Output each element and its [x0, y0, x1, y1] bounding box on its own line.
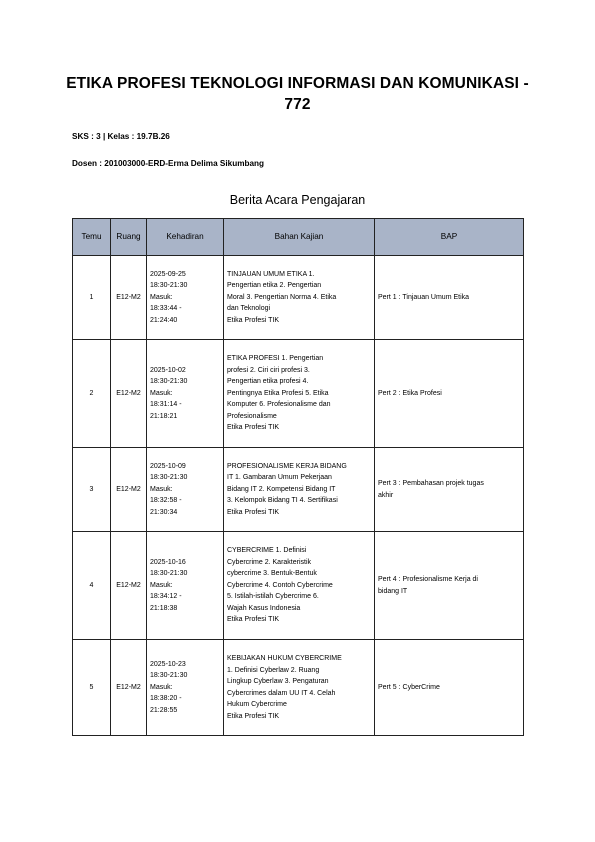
kehadiran-date: 2025-10-02 — [150, 366, 186, 374]
mata-kuliah: Etika Profesi TIK — [227, 616, 280, 624]
bap-line: akhir — [378, 491, 394, 499]
table-row — [73, 640, 524, 736]
bap-cell — [375, 640, 524, 736]
bap-cell — [375, 448, 524, 532]
table-row — [73, 532, 524, 640]
bahan-kajian-cell — [224, 532, 375, 640]
kehadiran-cell — [147, 448, 224, 532]
bahan-line: CYBERCRIME 1. Definisi — [227, 547, 307, 555]
bahan-line: Cybercrime 2. Karakteristik — [227, 558, 312, 566]
kehadiran-label: Masuk: — [150, 389, 173, 397]
course-title — [60, 73, 535, 115]
kehadiran-cell — [147, 532, 224, 640]
bahan-kajian-cell — [224, 448, 375, 532]
kehadiran-cell — [147, 640, 224, 736]
bahan-line: ETIKA PROFESI 1. Pengertian — [227, 355, 324, 363]
bap-line: Pert 3 : Pembahasan projek tugas — [378, 480, 484, 487]
kehadiran-schedule: 18:30-21:30 — [150, 474, 188, 482]
kehadiran-schedule: 18:30-21:30 — [150, 672, 188, 680]
kehadiran-schedule: 18:30-21:30 — [150, 282, 188, 290]
bahan-line: dan Teknologi — [227, 305, 271, 313]
dosen-info: Dosen : 201003000-ERD-Erma Delima Sikumbang — [72, 159, 265, 168]
header-bap: BAP — [375, 219, 524, 256]
bahan-line: Hukum Cybercrime — [227, 701, 287, 708]
kehadiran-in: 18:31:14 - — [150, 401, 182, 409]
bap-line: Pert 5 : CyberCrime — [378, 683, 440, 691]
bahan-line: PROFESIONALISME KERJA BIDANG — [227, 462, 347, 470]
kehadiran-schedule: 18:30-21:30 — [150, 378, 188, 386]
ruang-cell: E12-M2 — [111, 532, 147, 640]
bahan-line: Pengertian etika profesi 4. — [227, 378, 309, 386]
kehadiran-schedule: 18:30-21:30 — [150, 570, 188, 578]
kehadiran-out: 21:28:55 — [150, 706, 178, 714]
kehadiran-out: 21:30:34 — [150, 508, 178, 516]
temu-cell: 5 — [73, 640, 111, 736]
kehadiran-cell — [147, 256, 224, 340]
kehadiran-label: Masuk: — [150, 485, 173, 493]
kehadiran-label: Masuk: — [150, 683, 173, 691]
bahan-line: Pengertian etika 2. Pengertian — [227, 282, 322, 290]
bahan-kajian-cell — [224, 256, 375, 340]
mata-kuliah: Etika Profesi TIK — [227, 316, 280, 324]
bap-table — [72, 218, 524, 736]
bap-cell — [375, 340, 524, 448]
course-title-line-1: ETIKA PROFESI TEKNOLOGI INFORMASI DAN KOMUNIKASI - — [66, 75, 529, 92]
table-row — [73, 448, 524, 532]
kehadiran-label: Masuk: — [150, 581, 173, 589]
bap-cell — [375, 532, 524, 640]
kehadiran-in: 18:34:12 - — [150, 593, 182, 601]
mata-kuliah: Etika Profesi TIK — [227, 712, 280, 720]
kehadiran-label: Masuk: — [150, 293, 173, 301]
kehadiran-in: 18:33:44 - — [150, 305, 182, 313]
mata-kuliah: Etika Profesi TIK — [227, 508, 280, 516]
bahan-line: profesi 2. Ciri ciri profesi 3. — [227, 366, 310, 374]
header-ruang: Ruang — [111, 219, 147, 256]
ruang-cell: E12-M2 — [111, 340, 147, 448]
header-bahan-kajian: Bahan Kajian — [224, 219, 375, 256]
bap-line: Pert 4 : Profesionalisme Kerja di — [378, 576, 478, 583]
kehadiran-in: 18:32:58 - — [150, 497, 182, 505]
header-temu: Temu — [73, 219, 111, 256]
kehadiran-date: 2025-10-09 — [150, 462, 186, 470]
bap-line: bidang IT — [378, 587, 408, 595]
bahan-kajian-cell — [224, 640, 375, 736]
ruang-cell: E12-M2 — [111, 640, 147, 736]
bahan-line: Profesionalisme — [227, 412, 277, 420]
header-kehadiran: Kehadiran — [147, 219, 224, 256]
section-title: Berita Acara Pengajaran — [229, 193, 366, 207]
kehadiran-out: 21:18:21 — [150, 412, 178, 420]
bahan-line: Moral 3. Pengertian Norma 4. Etika — [227, 293, 337, 301]
bahan-line: 1. Definisi Cyberlaw 2. Ruang — [227, 666, 320, 674]
temu-cell: 1 — [73, 256, 111, 340]
bahan-line: Cybercrime 4. Contoh Cybercrime — [227, 581, 333, 589]
bahan-line: Cybercrimes dalam UU IT 4. Celah — [227, 689, 336, 697]
temu-cell: 2 — [73, 340, 111, 448]
kehadiran-out: 21:24:40 — [150, 316, 178, 324]
ruang-cell: E12-M2 — [111, 448, 147, 532]
kehadiran-date: 2025-10-23 — [150, 660, 186, 668]
bap-line: Pert 2 : Etika Profesi — [378, 389, 442, 397]
bahan-line: Komputer 6. Profesionalisme dan — [227, 401, 331, 409]
bahan-line: IT 1. Gambaran Umum Pekerjaan — [227, 474, 332, 482]
table-row — [73, 256, 524, 340]
ruang-cell: E12-M2 — [111, 256, 147, 340]
temu-cell: 3 — [73, 448, 111, 532]
table-row — [73, 340, 524, 448]
mata-kuliah: Etika Profesi TIK — [227, 424, 280, 432]
kehadiran-out: 21:18:38 — [150, 604, 178, 612]
bahan-line: cybercrime 3. Bentuk-Bentuk — [227, 570, 317, 578]
kehadiran-in: 18:38:20 - — [150, 695, 182, 703]
bap-cell — [375, 256, 524, 340]
bap-line: Pert 1 : Tinjauan Umum Etika — [378, 293, 470, 301]
course-title-line-2: 772 — [284, 96, 311, 113]
bahan-line: Bidang IT 2. Kompetensi Bidang IT — [227, 485, 336, 493]
sks-kelas-info: SKS : 3 | Kelas : 19.7B.26 — [72, 132, 170, 141]
bahan-line: KEBIJAKAN HUKUM CYBERCRIME — [227, 655, 342, 662]
table-header-row — [73, 219, 524, 256]
bahan-line: Wajah Kasus Indonesia — [227, 604, 301, 612]
kehadiran-date: 2025-10-16 — [150, 558, 186, 566]
kehadiran-date: 2025-09-25 — [150, 270, 186, 278]
bahan-line: 5. Istilah-istilah Cybercrime 6. — [227, 593, 319, 601]
bahan-line: Lingkup Cyberlaw 3. Pengaturan — [227, 678, 329, 685]
bahan-line: TINJAUAN UMUM ETIKA 1. — [227, 270, 315, 278]
temu-cell: 4 — [73, 532, 111, 640]
bahan-kajian-cell — [224, 340, 375, 448]
bahan-line: 3. Kelompok Bidang TI 4. Sertifikasi — [227, 497, 338, 505]
bahan-line: Pentingnya Etika Profesi 5. Etika — [227, 389, 329, 397]
kehadiran-cell — [147, 340, 224, 448]
